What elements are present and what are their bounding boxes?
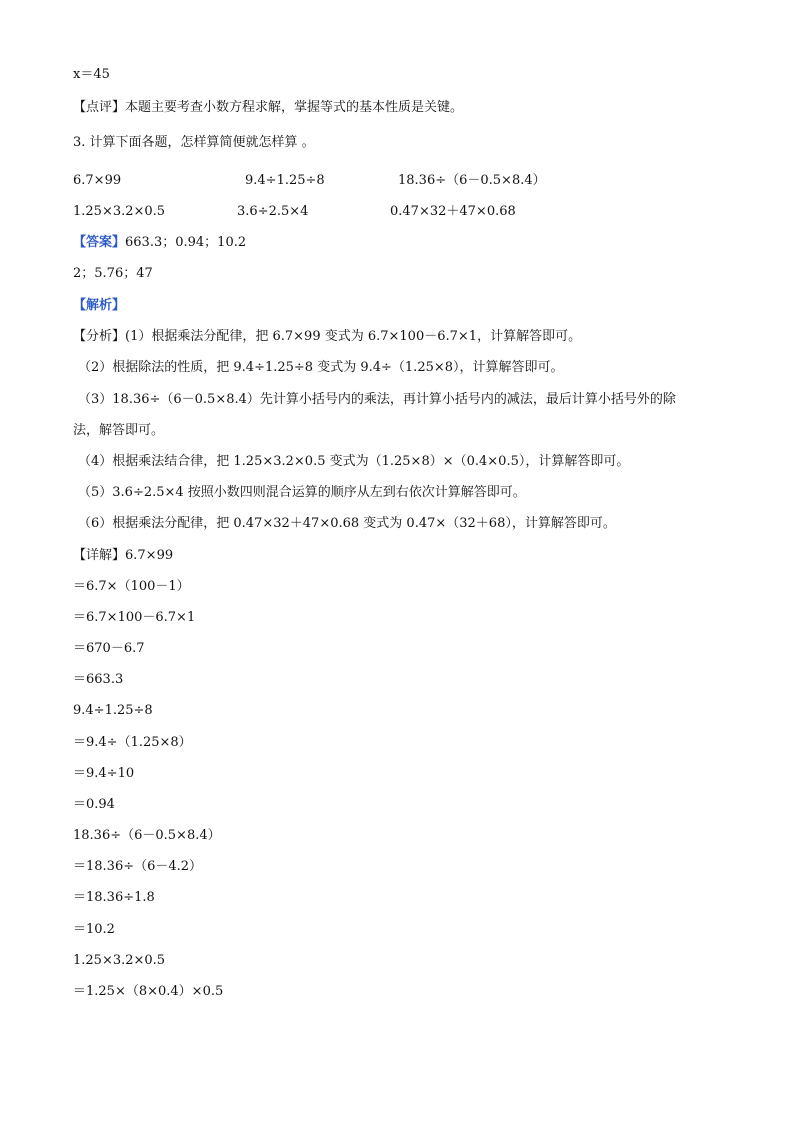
detail-line: ＝670－6.7 xyxy=(73,641,145,656)
detail-line: 9.4÷1.25÷8 xyxy=(73,703,153,718)
expression: 0.47×32＋47×0.68 xyxy=(390,204,516,219)
detail-line: ＝9.4÷（1.25×8） xyxy=(73,735,192,750)
text-line: x＝45 xyxy=(73,67,110,82)
analysis-line: 【分析】(1）根据乘法分配律，把 6.7×99 变式为 6.7×100－6.7×1，计算解答即可。 xyxy=(73,329,582,344)
detail-line: ＝663.3 xyxy=(73,672,124,687)
analysis-tag: 【解析】 xyxy=(73,298,126,313)
detail-line: ＝6.7×（100－1） xyxy=(73,579,190,594)
comment-text: 本题主要考查小数方程求解，掌握等式的基本性质是关键。 xyxy=(125,100,464,115)
detail-line: 18.36÷（6－0.5×8.4） xyxy=(73,828,221,843)
detail-line: ＝18.36÷1.8 xyxy=(73,890,155,905)
answer-text: 663.3；0.94；10.2 xyxy=(125,235,247,250)
detail-line: ＝9.4÷10 xyxy=(73,766,135,781)
expression: 6.7×99 xyxy=(73,173,122,188)
detail-line: ＝1.25×（8×0.4）×0.5 xyxy=(73,984,224,999)
analysis-line: （2）根据除法的性质，把 9.4÷1.25÷8 变式为 9.4÷（1.25×8），计算解答即可。 xyxy=(78,360,564,375)
comment-line xyxy=(73,99,463,117)
analysis-line: （6）根据乘法分配律，把 0.47×32＋47×0.68 变式为 0.47×（32＋68），计算解答即可。 xyxy=(78,516,616,531)
detail-line: ＝6.7×100－6.7×1 xyxy=(73,610,196,625)
expression: 18.36÷（6－0.5×8.4） xyxy=(398,173,546,188)
answer-line-2: 2；5.76；47 xyxy=(73,266,153,281)
analysis-line: 法，解答即可。 xyxy=(73,423,165,438)
analysis-line: （5）3.6÷2.5×4 按照小数四则混合运算的顺序从左到右依次计算解答即可。 xyxy=(78,485,526,500)
expression: 3.6÷2.5×4 xyxy=(237,204,309,219)
detail-line: 1.25×3.2×0.5 xyxy=(73,953,166,968)
detail-line: ＝10.2 xyxy=(73,922,115,937)
answer-line xyxy=(73,234,246,252)
analysis-line: （4）根据乘法结合律，把 1.25×3.2×0.5 变式为（1.25×8）×（0.4×0.5），计算解答即可。 xyxy=(78,454,630,469)
analysis-line: （3）18.36÷（6－0.5×8.4）先计算小括号内的乘法，再计算小括号内的减法，最后计算小括号外的除 xyxy=(78,392,676,407)
expression: 1.25×3.2×0.5 xyxy=(73,204,166,219)
answer-tag: 【答案】 xyxy=(73,235,126,250)
expression: 9.4÷1.25÷8 xyxy=(245,173,325,188)
detail-line: ＝18.36÷（6－4.2） xyxy=(73,859,203,874)
detail-line: ＝0.94 xyxy=(73,797,115,812)
detail-line: 【详解】6.7×99 xyxy=(73,548,174,563)
comment-tag: 【点评】 xyxy=(73,100,126,115)
question-title: 3. 计算下面各题，怎样算简便就怎样算 。 xyxy=(73,135,315,150)
